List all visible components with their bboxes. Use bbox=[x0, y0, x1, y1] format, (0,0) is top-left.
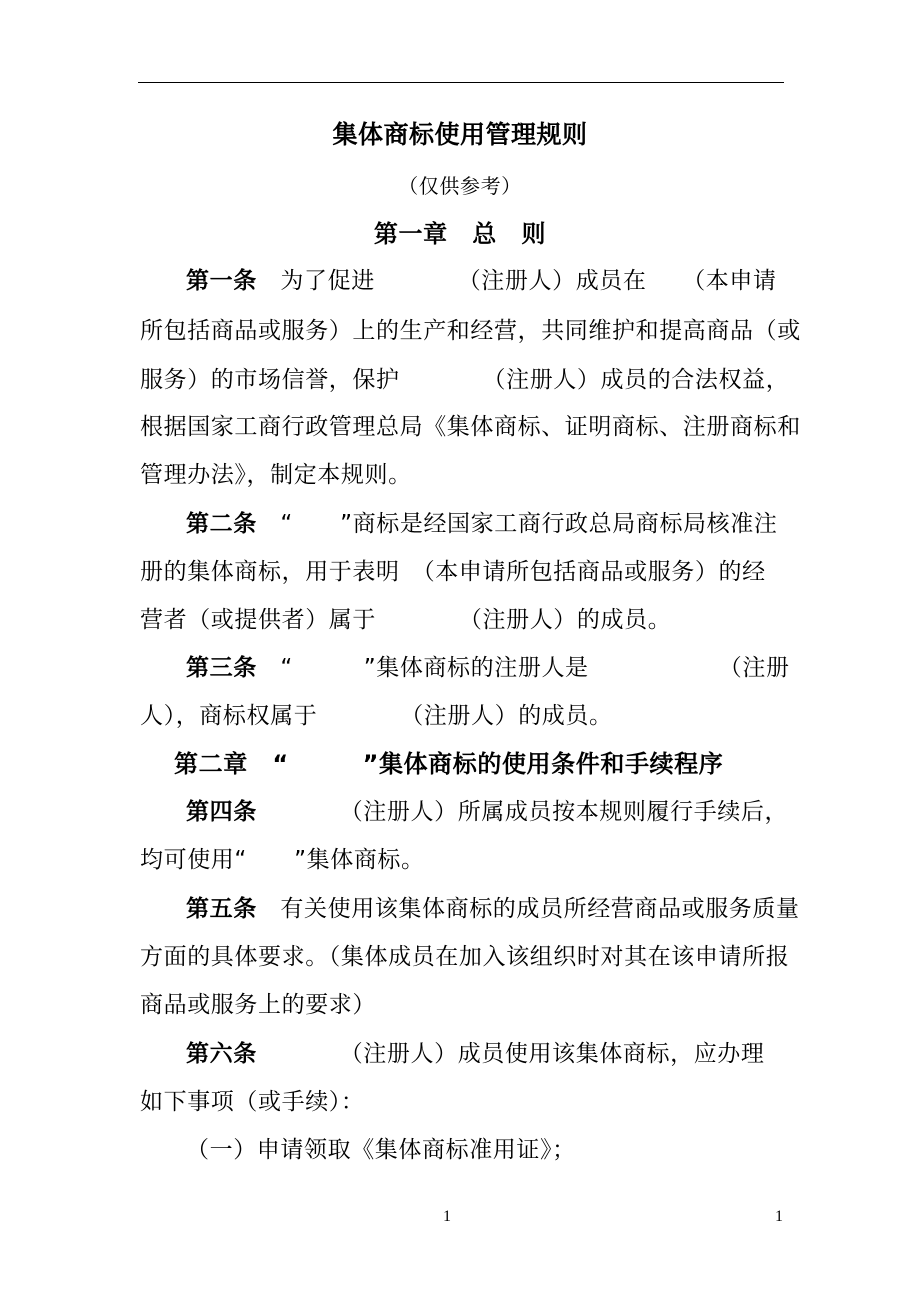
article-6-line-1: 第六条 （注册人）成员使用该集体商标，应办理 bbox=[186, 1041, 765, 1067]
article-6-line-2: 如下事项（或手续）： bbox=[140, 1089, 365, 1115]
chapter-2-heading: 第二章 “ ”集体商标的使用条件和手续程序 bbox=[174, 750, 724, 778]
article-4-line-2: 均可使用“ ”集体商标。 bbox=[140, 847, 425, 873]
document-subtitle: （仅供参考） bbox=[398, 174, 522, 198]
page-number-right: 1 bbox=[775, 1208, 783, 1225]
article-5-line-3: 商品或服务上的要求） bbox=[140, 992, 376, 1018]
page-number-center: 1 bbox=[443, 1208, 451, 1225]
article-1-line-4: 根据国家工商行政管理总局《集体商标、证明商标、注册商标和 bbox=[140, 414, 801, 440]
article-5-label: 第五条 bbox=[186, 896, 257, 922]
article-5-line-1: 第五条 有关使用该集体商标的成员所经营商品或服务质量 bbox=[186, 896, 800, 922]
article-1-line-5: 管理办法》，制定本规则。 bbox=[140, 462, 412, 488]
document-title: 集体商标使用管理规则 bbox=[332, 120, 588, 149]
article-2-label: 第二条 bbox=[186, 511, 257, 537]
article-5-line-2: 方面的具体要求。（集体成员在加入该组织时对其在该申请所报 bbox=[140, 944, 790, 970]
article-1-label: 第一条 bbox=[186, 268, 257, 294]
article-4-label: 第四条 bbox=[186, 799, 257, 825]
article-1-line-2: 所包括商品或服务）上的生产和经营，共同维护和提高商品（或 bbox=[140, 318, 801, 344]
article-6-label: 第六条 bbox=[186, 1041, 257, 1067]
article-1-line-1: 第一条 为了促进 （注册人）成员在 （本申请 bbox=[186, 268, 777, 294]
article-3-line-1: 第三条 “ ”集体商标的注册人是 （注册 bbox=[186, 655, 790, 681]
article-3-label: 第三条 bbox=[186, 655, 257, 681]
article-3-line-2: 人），商标权属于 （注册人）的成员。 bbox=[140, 703, 613, 729]
chapter-1-heading: 第一章 总 则 bbox=[373, 220, 547, 248]
article-2-line-2: 册的集体商标，用于表明 （本申请所包括商品或服务）的经 bbox=[140, 559, 766, 585]
article-6-item-1: （一）申请领取《集体商标准用证》； bbox=[186, 1137, 576, 1163]
article-4-line-1: 第四条 （注册人）所属成员按本规则履行手续后， bbox=[186, 799, 789, 825]
article-2-line-1: 第二条 “ ”商标是经国家工商行政总局商标局核准注 bbox=[186, 511, 778, 537]
article-2-line-3: 营者（或提供者）属于 （注册人）的成员。 bbox=[140, 607, 672, 633]
header-rule bbox=[138, 82, 784, 83]
article-1-line-3: 服务）的市场信誉，保护 （注册人）成员的合法权益， bbox=[140, 367, 790, 393]
